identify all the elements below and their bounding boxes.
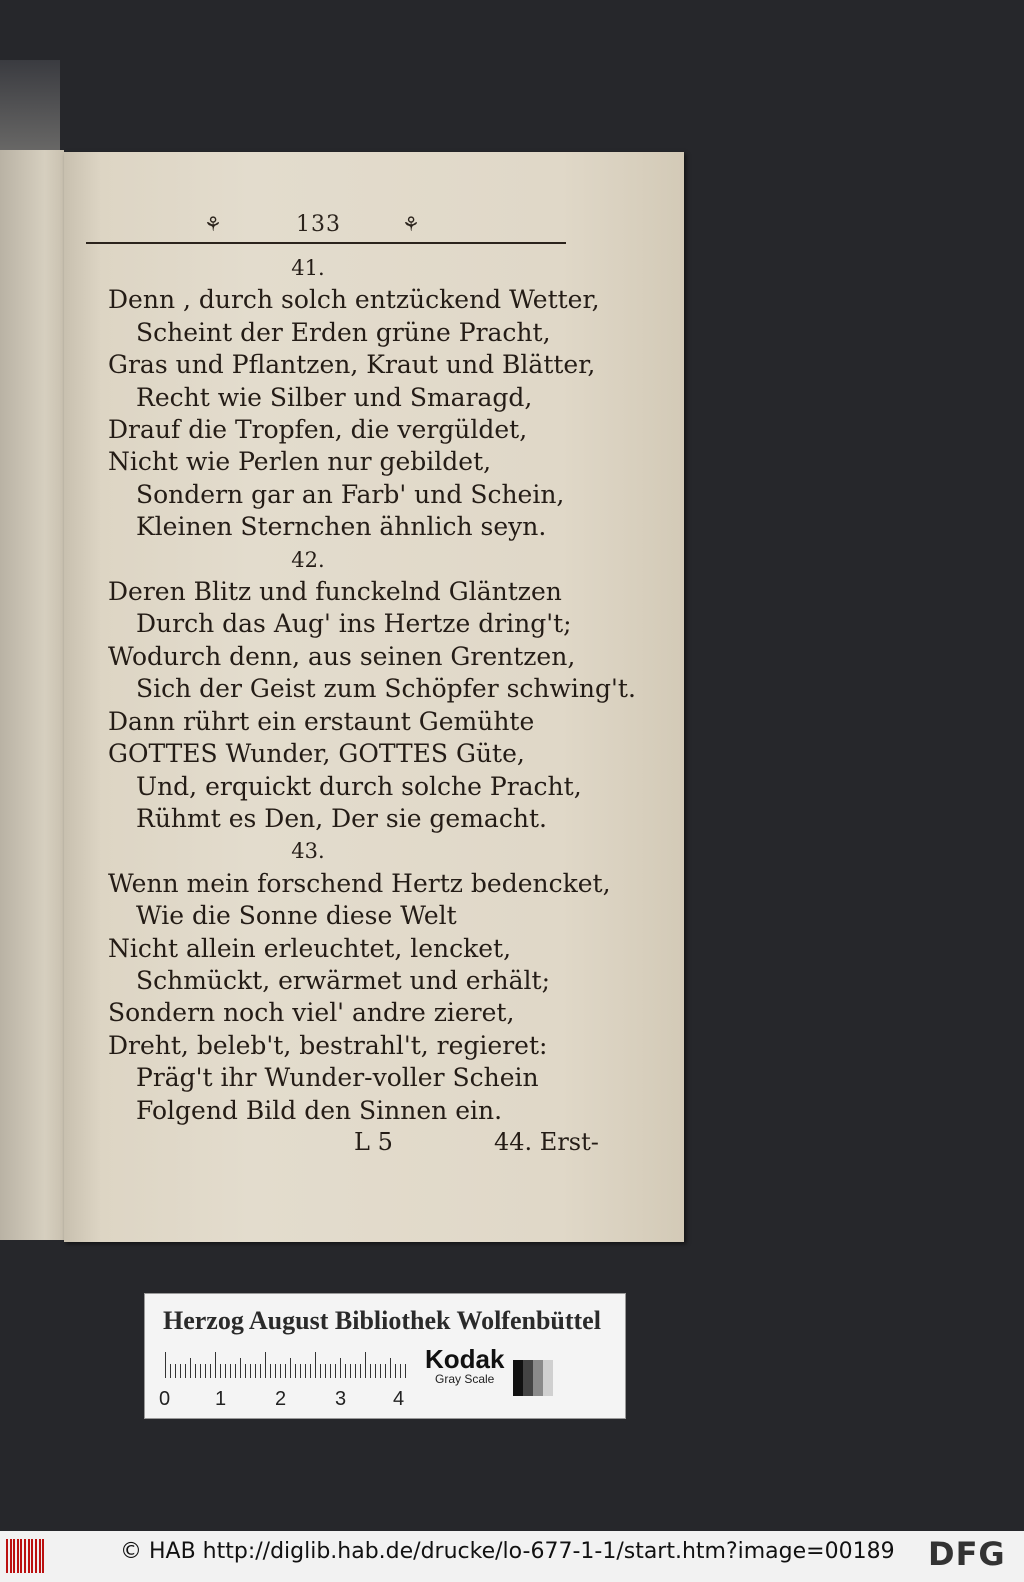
ruler-tick bbox=[215, 1352, 216, 1378]
ruler-tick bbox=[240, 1358, 241, 1378]
verse-line: Schmückt, erwärmet und erhält; bbox=[136, 965, 550, 995]
ruler-tick bbox=[355, 1364, 356, 1378]
ruler-tick bbox=[365, 1352, 366, 1378]
verse-line: Nicht wie Perlen nur gebildet, bbox=[108, 447, 492, 477]
verse-line: Sondern gar an Farb' und Schein, bbox=[136, 479, 565, 509]
verse-line: Gras und Pflantzen, Kraut und Blätter, bbox=[108, 350, 596, 380]
barcode-bar bbox=[31, 1539, 33, 1573]
gray-swatch bbox=[513, 1360, 523, 1396]
verse-line: Sich der Geist zum Schöpfer schwing't. bbox=[136, 674, 636, 704]
ruler-tick bbox=[400, 1364, 401, 1378]
ruler-tick bbox=[275, 1364, 276, 1378]
ruler-tick bbox=[200, 1364, 201, 1378]
ruler-tick bbox=[290, 1358, 291, 1378]
poem-text bbox=[108, 252, 636, 1127]
ruler-tick bbox=[210, 1364, 211, 1378]
barcode-bar bbox=[35, 1539, 37, 1573]
stanza-number: 43. bbox=[291, 839, 325, 864]
gray-swatch bbox=[523, 1360, 533, 1396]
ruler-tick bbox=[380, 1364, 381, 1378]
ruler-tick bbox=[190, 1358, 191, 1378]
stanza-number: 42. bbox=[291, 547, 325, 572]
verse-line: Präg't ihr Wunder-voller Schein bbox=[136, 1063, 539, 1093]
page-footer bbox=[354, 1128, 604, 1158]
verse-line: Denn , durch solch entzückend Wetter, bbox=[108, 285, 600, 315]
ruler-tick bbox=[205, 1364, 206, 1378]
ruler-tick bbox=[335, 1364, 336, 1378]
barcode-icon bbox=[6, 1539, 46, 1573]
barcode-bar bbox=[39, 1539, 41, 1573]
barcode-bar bbox=[24, 1539, 26, 1573]
ruler-tick bbox=[255, 1364, 256, 1378]
scale-ruler bbox=[165, 1352, 405, 1378]
barcode-bar bbox=[20, 1539, 22, 1573]
ruler-tick bbox=[360, 1364, 361, 1378]
ornament-right-icon: ⚘ bbox=[402, 212, 420, 236]
verse-line: Durch das Aug' ins Hertze dring't; bbox=[136, 609, 572, 639]
ruler-number: 0 bbox=[159, 1388, 171, 1410]
ruler-tick bbox=[175, 1364, 176, 1378]
ruler-tick bbox=[375, 1364, 376, 1378]
ruler-tick bbox=[245, 1364, 246, 1378]
verse-line: Kleinen Sternchen ähnlich seyn. bbox=[136, 512, 547, 542]
ruler-tick bbox=[270, 1364, 271, 1378]
barcode-bar bbox=[6, 1539, 8, 1573]
copyright-link[interactable]: © HAB http://diglib.hab.de/drucke/lo-677-1-1/start.htm?image=00189 bbox=[120, 1539, 895, 1564]
ornament-left-icon: ⚘ bbox=[204, 212, 222, 236]
ruler-tick bbox=[280, 1364, 281, 1378]
footer-bar bbox=[0, 1531, 1024, 1582]
ruler-tick bbox=[310, 1364, 311, 1378]
ruler-tick bbox=[180, 1364, 181, 1378]
barcode-bar bbox=[13, 1539, 15, 1573]
verse-line: Recht wie Silber und Smaragd, bbox=[136, 382, 533, 412]
verse-line: Rühmt es Den, Der sie gemacht. bbox=[136, 803, 547, 833]
ruler-tick bbox=[330, 1364, 331, 1378]
verse-line: Nicht allein erleuchtet, lencket, bbox=[108, 933, 512, 963]
ruler-tick bbox=[325, 1364, 326, 1378]
ruler-tick bbox=[405, 1364, 406, 1378]
barcode-bar bbox=[28, 1539, 30, 1573]
ruler-tick bbox=[230, 1364, 231, 1378]
verse-line: Sondern noch viel' andre zieret, bbox=[108, 998, 515, 1028]
kodak-logo: Kodak bbox=[425, 1344, 505, 1374]
ruler-tick bbox=[285, 1364, 286, 1378]
verse-line: Dreht, beleb't, bestrahl't, regieret: bbox=[108, 1030, 548, 1060]
ruler-tick bbox=[340, 1358, 341, 1378]
ruler-tick bbox=[220, 1364, 221, 1378]
stanza-number: 41. bbox=[291, 256, 325, 280]
verse-line: GOTTES Wunder, GOTTES Güte, bbox=[108, 739, 525, 769]
verse-line: Wodurch denn, aus seinen Grentzen, bbox=[108, 641, 576, 671]
gray-scale-label: Gray Scale bbox=[435, 1372, 495, 1386]
ruler-tick bbox=[235, 1364, 236, 1378]
ruler-tick bbox=[260, 1364, 261, 1378]
ruler-tick bbox=[395, 1364, 396, 1378]
ruler-tick bbox=[350, 1364, 351, 1378]
ruler-tick bbox=[345, 1364, 346, 1378]
ruler-number: 3 bbox=[335, 1388, 347, 1410]
verse-line: Wie die Sonne diese Welt bbox=[136, 901, 457, 931]
ruler-tick bbox=[225, 1364, 226, 1378]
ruler-tick bbox=[185, 1364, 186, 1378]
ruler-tick bbox=[315, 1352, 316, 1378]
ruler-tick bbox=[370, 1364, 371, 1378]
ruler-tick bbox=[265, 1352, 266, 1378]
ruler-tick bbox=[195, 1364, 196, 1378]
verse-line: Dann rührt ein erstaunt Gemühte bbox=[108, 706, 535, 736]
ruler-number: 4 bbox=[393, 1388, 405, 1410]
ruler-tick bbox=[320, 1364, 321, 1378]
verse-line: Folgend Bild den Sinnen ein. bbox=[136, 1095, 503, 1125]
page-number: 133 bbox=[296, 212, 341, 237]
ruler-tick bbox=[170, 1364, 171, 1378]
gray-swatch bbox=[533, 1360, 543, 1396]
verse-line: Deren Blitz und funckelnd Gläntzen bbox=[108, 577, 562, 607]
gray-swatch bbox=[543, 1360, 553, 1396]
left-page-shadow bbox=[0, 60, 60, 160]
ruler-tick bbox=[165, 1352, 166, 1378]
barcode-bar bbox=[42, 1539, 44, 1573]
signature-mark: L 5 bbox=[354, 1128, 393, 1156]
dfg-logo: DFG bbox=[928, 1535, 1006, 1573]
ruler-tick bbox=[250, 1364, 251, 1378]
ruler-tick bbox=[295, 1364, 296, 1378]
library-name: Herzog August Bibliothek Wolfenbüttel bbox=[163, 1306, 601, 1335]
verse-line: Scheint der Erden grüne Pracht, bbox=[136, 317, 551, 347]
verse-line: Drauf die Tropfen, die vergüldet, bbox=[108, 415, 528, 445]
barcode-bar bbox=[17, 1539, 19, 1573]
book-page bbox=[64, 152, 684, 1242]
ruler-tick bbox=[300, 1364, 301, 1378]
page-header bbox=[86, 212, 566, 244]
ruler-tick bbox=[390, 1358, 391, 1378]
ruler-number: 2 bbox=[275, 1388, 287, 1410]
ruler-number: 1 bbox=[215, 1388, 227, 1410]
barcode-bar bbox=[10, 1539, 12, 1573]
ruler-tick bbox=[385, 1364, 386, 1378]
ruler-tick bbox=[305, 1364, 306, 1378]
verse-line: Und, erquickt durch solche Pracht, bbox=[136, 771, 582, 801]
verse-line: Wenn mein forschend Hertz bedencket, bbox=[108, 868, 611, 898]
left-facing-page-edge bbox=[0, 150, 64, 1240]
library-color-card bbox=[144, 1293, 626, 1419]
catchword: 44. Erst- bbox=[494, 1128, 599, 1156]
